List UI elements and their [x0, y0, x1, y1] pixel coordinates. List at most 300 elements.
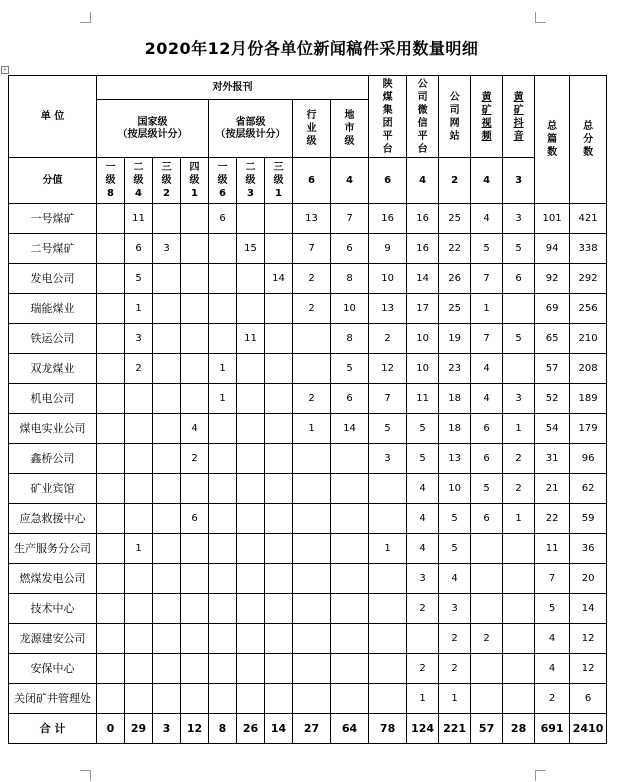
score-level-cell [237, 158, 265, 204]
value-cell: 7 [471, 264, 503, 294]
value-cell [181, 384, 209, 414]
value-cell [237, 474, 265, 504]
value-cell [237, 294, 265, 324]
score-level-value: 3 [247, 188, 254, 199]
value-cell: 4 [407, 504, 439, 534]
value-cell [265, 234, 293, 264]
value-cell: 2 [181, 444, 209, 474]
value-cell: 92 [535, 264, 570, 294]
value-cell: 2 [407, 654, 439, 684]
header-company-wechat: 公 司 微 信 平 台 [407, 76, 439, 158]
value-cell [181, 354, 209, 384]
header-city: 地 市 级 [331, 100, 369, 158]
value-cell [265, 444, 293, 474]
value-cell: 2 [503, 444, 535, 474]
value-cell [153, 324, 181, 354]
value-cell [209, 324, 237, 354]
score-level-label: 二 级 [133, 162, 144, 186]
value-cell [293, 504, 331, 534]
value-cell [293, 324, 331, 354]
value-cell: 2 [125, 354, 153, 384]
value-cell: 1 [503, 414, 535, 444]
value-cell [369, 624, 407, 654]
value-cell: 59 [570, 504, 607, 534]
total-value-cell: 3 [153, 714, 181, 744]
value-cell [125, 384, 153, 414]
value-cell [331, 594, 369, 624]
value-cell: 6 [471, 414, 503, 444]
score-level-label: 三 级 [161, 162, 172, 186]
value-cell [503, 594, 535, 624]
value-cell [97, 204, 125, 234]
value-cell [153, 384, 181, 414]
value-cell [293, 534, 331, 564]
value-cell [181, 204, 209, 234]
value-cell [369, 684, 407, 714]
value-cell: 5 [471, 474, 503, 504]
value-cell [293, 624, 331, 654]
value-cell: 2 [503, 474, 535, 504]
total-value-cell: 2410 [570, 714, 607, 744]
value-cell: 6 [125, 234, 153, 264]
value-cell: 19 [439, 324, 471, 354]
value-cell [369, 594, 407, 624]
score-level-label: 一 级 [105, 162, 116, 186]
value-cell [331, 534, 369, 564]
value-cell: 18 [439, 384, 471, 414]
score-level-label: 一 级 [217, 162, 228, 186]
value-cell: 69 [535, 294, 570, 324]
value-cell: 10 [369, 264, 407, 294]
value-cell [209, 414, 237, 444]
unit-name-cell: 矿业宾馆 [9, 474, 97, 504]
value-cell [97, 624, 125, 654]
value-cell: 3 [153, 234, 181, 264]
value-cell [293, 444, 331, 474]
value-cell: 421 [570, 204, 607, 234]
value-cell [265, 204, 293, 234]
score-level-cell [97, 158, 125, 204]
value-cell: 4 [407, 534, 439, 564]
value-cell: 1 [209, 384, 237, 414]
value-cell [181, 534, 209, 564]
value-cell [97, 684, 125, 714]
value-cell [237, 444, 265, 474]
unit-name-cell: 煤电实业公司 [9, 414, 97, 444]
value-cell: 6 [570, 684, 607, 714]
crop-mark-top-left [80, 12, 91, 23]
value-cell [471, 534, 503, 564]
value-cell: 3 [369, 444, 407, 474]
value-cell: 5 [407, 414, 439, 444]
value-cell: 6 [471, 504, 503, 534]
value-cell [97, 594, 125, 624]
total-value-cell: 27 [293, 714, 331, 744]
value-cell [125, 474, 153, 504]
value-cell: 5 [369, 414, 407, 444]
value-cell: 1 [369, 534, 407, 564]
value-cell: 36 [570, 534, 607, 564]
value-cell: 10 [331, 294, 369, 324]
value-cell [503, 534, 535, 564]
value-cell [293, 594, 331, 624]
table-row [9, 234, 607, 264]
value-cell [181, 564, 209, 594]
value-cell [293, 654, 331, 684]
score-value-cell: 4 [471, 158, 503, 204]
table-row [9, 324, 607, 354]
value-cell: 12 [570, 624, 607, 654]
value-cell: 208 [570, 354, 607, 384]
header-unit: 单 位 [9, 76, 97, 158]
value-cell: 3 [503, 384, 535, 414]
value-cell: 14 [265, 264, 293, 294]
score-level-label: 二 级 [245, 162, 256, 186]
value-cell [331, 564, 369, 594]
value-cell: 2 [293, 384, 331, 414]
value-cell [125, 684, 153, 714]
value-cell [209, 654, 237, 684]
value-cell: 2 [407, 594, 439, 624]
table-row [9, 564, 607, 594]
value-cell [97, 654, 125, 684]
value-cell [153, 594, 181, 624]
header-total-articles: 总 篇 数 [535, 76, 570, 204]
value-cell [97, 384, 125, 414]
table-row [9, 594, 607, 624]
value-cell: 189 [570, 384, 607, 414]
value-cell [181, 234, 209, 264]
value-cell [181, 624, 209, 654]
value-cell: 96 [570, 444, 607, 474]
unit-name-cell: 瑞能煤业 [9, 294, 97, 324]
value-cell: 25 [439, 204, 471, 234]
value-cell: 101 [535, 204, 570, 234]
value-cell: 94 [535, 234, 570, 264]
value-cell: 10 [439, 474, 471, 504]
header-huangkuang-voice: 黄 矿 抖 音 [503, 76, 535, 158]
value-cell: 2 [439, 624, 471, 654]
value-cell [265, 474, 293, 504]
value-cell [265, 504, 293, 534]
value-cell [293, 684, 331, 714]
table-row [9, 654, 607, 684]
value-cell: 4 [535, 654, 570, 684]
table-row [9, 684, 607, 714]
value-cell [153, 654, 181, 684]
total-value-cell: 691 [535, 714, 570, 744]
value-cell: 292 [570, 264, 607, 294]
value-cell: 52 [535, 384, 570, 414]
value-cell [181, 594, 209, 624]
value-cell: 7 [369, 384, 407, 414]
value-cell [503, 624, 535, 654]
value-cell [237, 384, 265, 414]
table-row [9, 294, 607, 324]
value-cell: 25 [439, 294, 471, 324]
value-cell [153, 264, 181, 294]
value-cell: 26 [439, 264, 471, 294]
unit-name-cell: 生产服务分公司 [9, 534, 97, 564]
value-cell: 65 [535, 324, 570, 354]
value-cell [209, 594, 237, 624]
value-cell [237, 684, 265, 714]
score-level-value: 6 [219, 188, 226, 199]
value-cell [181, 324, 209, 354]
value-cell [293, 474, 331, 504]
score-level-cell [265, 158, 293, 204]
value-cell: 2 [293, 294, 331, 324]
value-cell [97, 534, 125, 564]
value-cell [503, 684, 535, 714]
value-cell: 3 [125, 324, 153, 354]
value-cell: 2 [293, 264, 331, 294]
value-cell [265, 534, 293, 564]
value-cell [471, 684, 503, 714]
value-cell [181, 654, 209, 684]
value-cell [153, 294, 181, 324]
value-cell: 21 [535, 474, 570, 504]
unit-name-cell: 燃煤发电公司 [9, 564, 97, 594]
value-cell: 1 [125, 534, 153, 564]
value-cell: 3 [439, 594, 471, 624]
table-row [9, 264, 607, 294]
value-cell [237, 414, 265, 444]
value-cell: 13 [369, 294, 407, 324]
value-cell [153, 624, 181, 654]
value-cell: 4 [471, 204, 503, 234]
value-cell [265, 624, 293, 654]
header-national: 国家级 （按层级计分） [97, 100, 209, 158]
score-level-label: 四 级 [189, 162, 200, 186]
value-cell [209, 624, 237, 654]
score-level-cell [125, 158, 153, 204]
score-value-cell: 3 [503, 158, 535, 204]
score-level-label: 三 级 [273, 162, 284, 186]
value-cell [125, 504, 153, 534]
value-cell [209, 294, 237, 324]
value-cell [237, 654, 265, 684]
total-value-cell: 0 [97, 714, 125, 744]
header-total-score: 总 分 数 [570, 76, 607, 204]
value-cell: 6 [471, 444, 503, 474]
value-cell: 1 [209, 354, 237, 384]
value-cell [237, 354, 265, 384]
value-cell: 14 [331, 414, 369, 444]
value-cell [209, 474, 237, 504]
unit-name-cell: 应急救援中心 [9, 504, 97, 534]
value-cell [265, 594, 293, 624]
value-cell [331, 654, 369, 684]
value-cell [181, 474, 209, 504]
value-cell: 6 [331, 234, 369, 264]
value-cell [503, 654, 535, 684]
value-cell [369, 474, 407, 504]
unit-name-cell: 双龙煤业 [9, 354, 97, 384]
unit-name-cell: 关闭矿井管理处 [9, 684, 97, 714]
crop-mark-top-right [535, 12, 546, 23]
score-value-cell: 4 [331, 158, 369, 204]
header-industry: 行 业 级 [293, 100, 331, 158]
unit-name-cell: 龙源建安公司 [9, 624, 97, 654]
value-cell: 16 [407, 234, 439, 264]
value-cell: 54 [535, 414, 570, 444]
value-cell [209, 684, 237, 714]
table-row [9, 444, 607, 474]
unit-name-cell: 一号煤矿 [9, 204, 97, 234]
value-cell: 62 [570, 474, 607, 504]
value-cell [331, 624, 369, 654]
total-value-cell: 124 [407, 714, 439, 744]
value-cell [265, 564, 293, 594]
table-row [9, 504, 607, 534]
value-cell [237, 534, 265, 564]
value-cell [125, 414, 153, 444]
value-cell: 4 [471, 384, 503, 414]
table-move-handle-icon[interactable]: + [2, 67, 8, 73]
value-cell [503, 354, 535, 384]
value-cell [153, 354, 181, 384]
value-cell [181, 684, 209, 714]
value-cell: 5 [125, 264, 153, 294]
value-cell [237, 264, 265, 294]
value-cell [331, 444, 369, 474]
value-cell [97, 324, 125, 354]
value-cell: 10 [407, 354, 439, 384]
value-cell [471, 654, 503, 684]
value-cell [369, 564, 407, 594]
value-cell [97, 264, 125, 294]
value-cell [153, 564, 181, 594]
value-cell: 1 [471, 294, 503, 324]
value-cell: 7 [471, 324, 503, 354]
value-cell: 6 [331, 384, 369, 414]
value-cell: 18 [439, 414, 471, 444]
value-cell [293, 564, 331, 594]
value-cell [471, 594, 503, 624]
value-cell [125, 654, 153, 684]
value-cell [153, 204, 181, 234]
value-cell: 9 [369, 234, 407, 264]
value-cell: 5 [535, 594, 570, 624]
value-cell: 7 [331, 204, 369, 234]
unit-name-cell: 技术中心 [9, 594, 97, 624]
unit-name-cell: 二号煤矿 [9, 234, 97, 264]
value-cell: 14 [407, 264, 439, 294]
table-row [9, 474, 607, 504]
value-cell: 13 [439, 444, 471, 474]
score-level-cell [181, 158, 209, 204]
value-cell [97, 354, 125, 384]
score-value-cell: 6 [369, 158, 407, 204]
value-cell: 5 [471, 234, 503, 264]
total-value-cell: 57 [471, 714, 503, 744]
value-cell [97, 504, 125, 534]
value-cell [265, 654, 293, 684]
value-cell: 256 [570, 294, 607, 324]
score-level-value: 1 [275, 188, 282, 199]
value-cell [331, 684, 369, 714]
score-level-cell [209, 158, 237, 204]
value-cell: 5 [439, 504, 471, 534]
value-cell [331, 504, 369, 534]
value-cell: 5 [407, 444, 439, 474]
value-cell: 14 [570, 594, 607, 624]
value-cell: 11 [535, 534, 570, 564]
value-cell: 22 [439, 234, 471, 264]
total-value-cell: 12 [181, 714, 209, 744]
value-cell: 5 [331, 354, 369, 384]
total-row [9, 714, 607, 744]
value-cell [97, 234, 125, 264]
value-cell: 20 [570, 564, 607, 594]
unit-name-cell: 机电公司 [9, 384, 97, 414]
value-cell: 7 [535, 564, 570, 594]
value-cell [97, 414, 125, 444]
value-cell [209, 534, 237, 564]
value-cell [293, 354, 331, 384]
value-cell: 6 [181, 504, 209, 534]
value-cell: 11 [237, 324, 265, 354]
score-label: 分值 [9, 158, 97, 204]
value-cell: 4 [535, 624, 570, 654]
header-provincial: 省部级 （按层级计分） [209, 100, 293, 158]
value-cell [265, 384, 293, 414]
value-cell: 10 [407, 324, 439, 354]
value-cell: 16 [407, 204, 439, 234]
table-row [9, 354, 607, 384]
value-cell [153, 504, 181, 534]
total-value-cell: 78 [369, 714, 407, 744]
header-group-platform: 陕 煤 集 团 平 台 [369, 76, 407, 158]
value-cell [125, 594, 153, 624]
total-value-cell: 14 [265, 714, 293, 744]
value-cell: 3 [407, 564, 439, 594]
total-value-cell: 64 [331, 714, 369, 744]
unit-name-cell: 发电公司 [9, 264, 97, 294]
document-title: 2020年12月份各单位新闻稿件采用数量明细 [144, 39, 479, 58]
header-company-site: 公 司 网 站 [439, 76, 471, 158]
value-cell: 4 [471, 354, 503, 384]
value-cell: 2 [471, 624, 503, 654]
score-level-value: 2 [163, 188, 170, 199]
value-cell: 1 [293, 414, 331, 444]
value-cell [209, 444, 237, 474]
table-row [9, 624, 607, 654]
value-cell: 2 [439, 654, 471, 684]
value-cell [181, 294, 209, 324]
value-cell [369, 654, 407, 684]
value-cell: 4 [181, 414, 209, 444]
value-cell: 5 [439, 534, 471, 564]
value-cell: 11 [125, 204, 153, 234]
value-cell: 22 [535, 504, 570, 534]
value-cell [237, 204, 265, 234]
value-cell: 12 [369, 354, 407, 384]
table-row [9, 414, 607, 444]
value-cell: 13 [293, 204, 331, 234]
value-cell: 12 [570, 654, 607, 684]
score-level-value: 8 [107, 188, 114, 199]
score-level-value: 1 [191, 188, 198, 199]
total-value-cell: 26 [237, 714, 265, 744]
unit-name-cell: 安保中心 [9, 654, 97, 684]
value-cell [125, 624, 153, 654]
total-value-cell: 29 [125, 714, 153, 744]
value-cell [97, 444, 125, 474]
value-cell: 210 [570, 324, 607, 354]
total-value-cell: 28 [503, 714, 535, 744]
